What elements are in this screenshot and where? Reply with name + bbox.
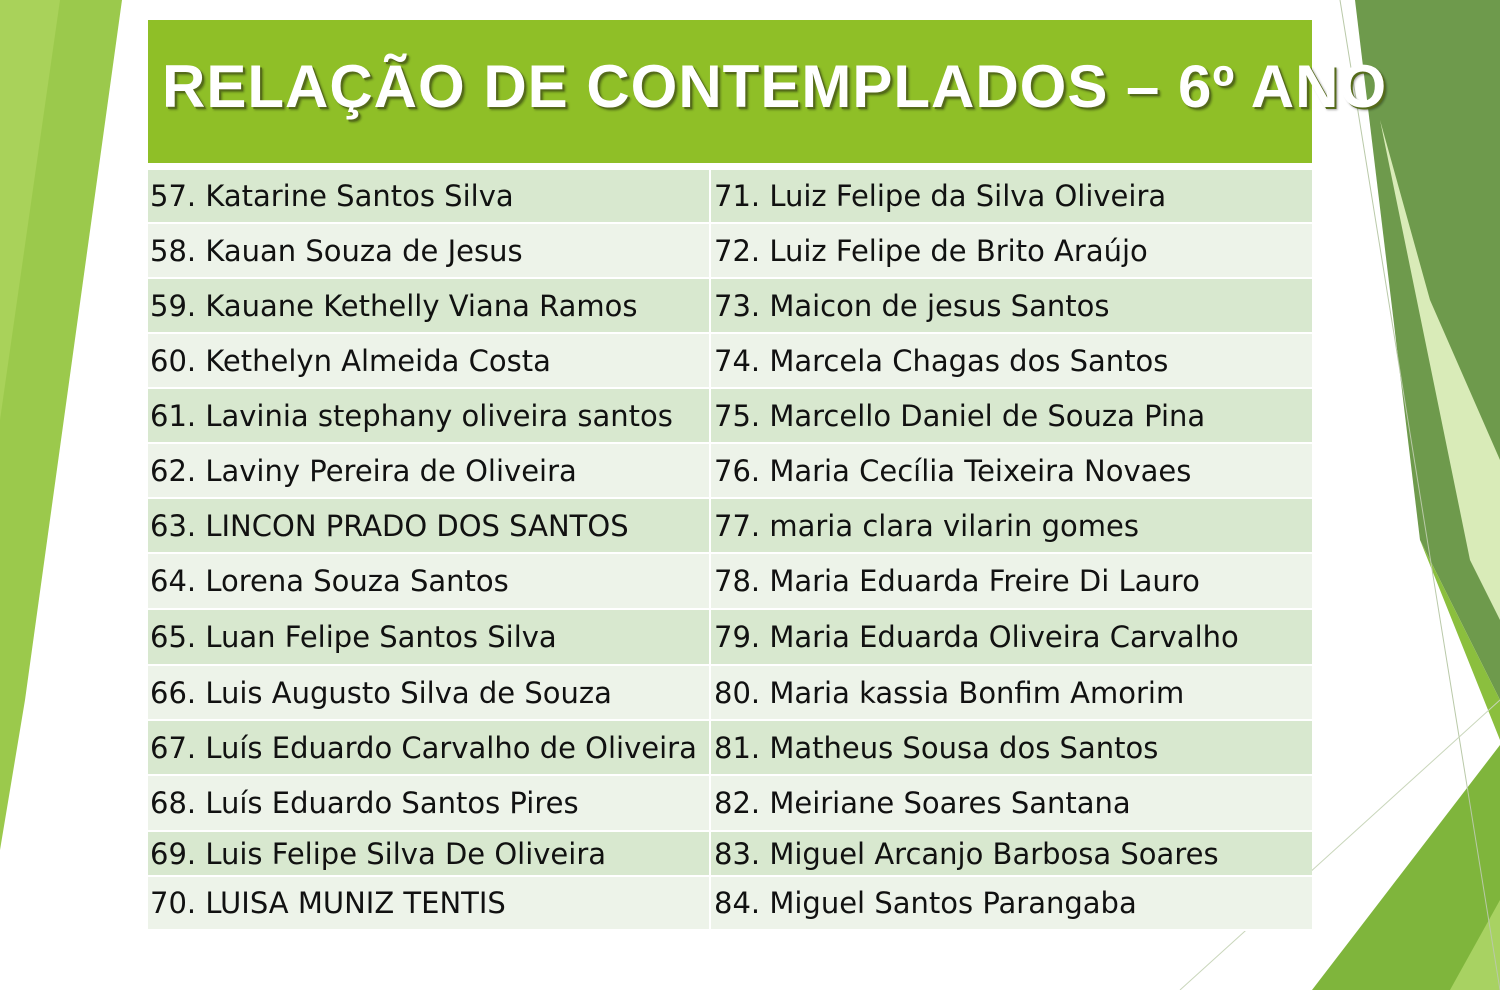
list-item: 73. Maicon de jesus Santos: [710, 278, 1312, 333]
list-item: 74. Marcela Chagas dos Santos: [710, 333, 1312, 388]
table-row: [148, 498, 1312, 553]
list-item: 67. Luís Eduardo Carvalho de Oliveira: [148, 720, 710, 775]
list-item: 64. Lorena Souza Santos: [148, 553, 710, 609]
list-item: 83. Miguel Arcanjo Barbosa Soares: [710, 831, 1312, 876]
list-item: 77. maria clara vilarin gomes: [710, 498, 1312, 553]
list-item: 75. Marcello Daniel de Souza Pina: [710, 388, 1312, 443]
list-item: 78. Maria Eduarda Freire Di Lauro: [710, 553, 1312, 609]
table-row: [148, 443, 1312, 498]
table-row: [148, 333, 1312, 388]
list-item: 61. Lavinia stephany oliveira santos: [148, 388, 710, 443]
table-row: [148, 876, 1312, 930]
table-row: [148, 665, 1312, 720]
table-row: [148, 831, 1312, 876]
list-item: 63. LINCON PRADO DOS SANTOS: [148, 498, 710, 553]
page-title: RELAÇÃO DE CONTEMPLADOS – 6º ANO: [162, 53, 1388, 120]
list-item: 66. Luis Augusto Silva de Souza: [148, 665, 710, 720]
list-item: 84. Miguel Santos Parangaba: [710, 876, 1312, 930]
list-item: 76. Maria Cecília Teixeira Novaes: [710, 443, 1312, 498]
list-item: 82. Meiriane Soares Santana: [710, 775, 1312, 831]
list-item: 65. Luan Felipe Santos Silva: [148, 609, 710, 665]
list-item: 72. Luiz Felipe de Brito Araújo: [710, 223, 1312, 278]
table-row: [148, 775, 1312, 831]
list-item: 62. Laviny Pereira de Oliveira: [148, 443, 710, 498]
list-item: 71. Luiz Felipe da Silva Oliveira: [710, 170, 1312, 223]
list-item: 57. Katarine Santos Silva: [148, 170, 710, 223]
table-row: [148, 278, 1312, 333]
table-row: [148, 223, 1312, 278]
list-item: 80. Maria kassia Bonfim Amorim: [710, 665, 1312, 720]
list-item: 70. LUISA MUNIZ TENTIS: [148, 876, 710, 930]
list-item: 81. Matheus Sousa dos Santos: [710, 720, 1312, 775]
list-item: 79. Maria Eduarda Oliveira Carvalho: [710, 609, 1312, 665]
list-item: 69. Luis Felipe Silva De Oliveira: [148, 831, 710, 876]
contemplated-list-table: [148, 170, 1312, 931]
table-row: [148, 170, 1312, 223]
table-row: [148, 553, 1312, 609]
table-row: [148, 609, 1312, 665]
list-item: 68. Luís Eduardo Santos Pires: [148, 775, 710, 831]
table-row: [148, 720, 1312, 775]
table-row: [148, 388, 1312, 443]
list-item: 58. Kauan Souza de Jesus: [148, 223, 710, 278]
list-item: 60. Kethelyn Almeida Costa: [148, 333, 710, 388]
list-item: 59. Kauane Kethelly Viana Ramos: [148, 278, 710, 333]
